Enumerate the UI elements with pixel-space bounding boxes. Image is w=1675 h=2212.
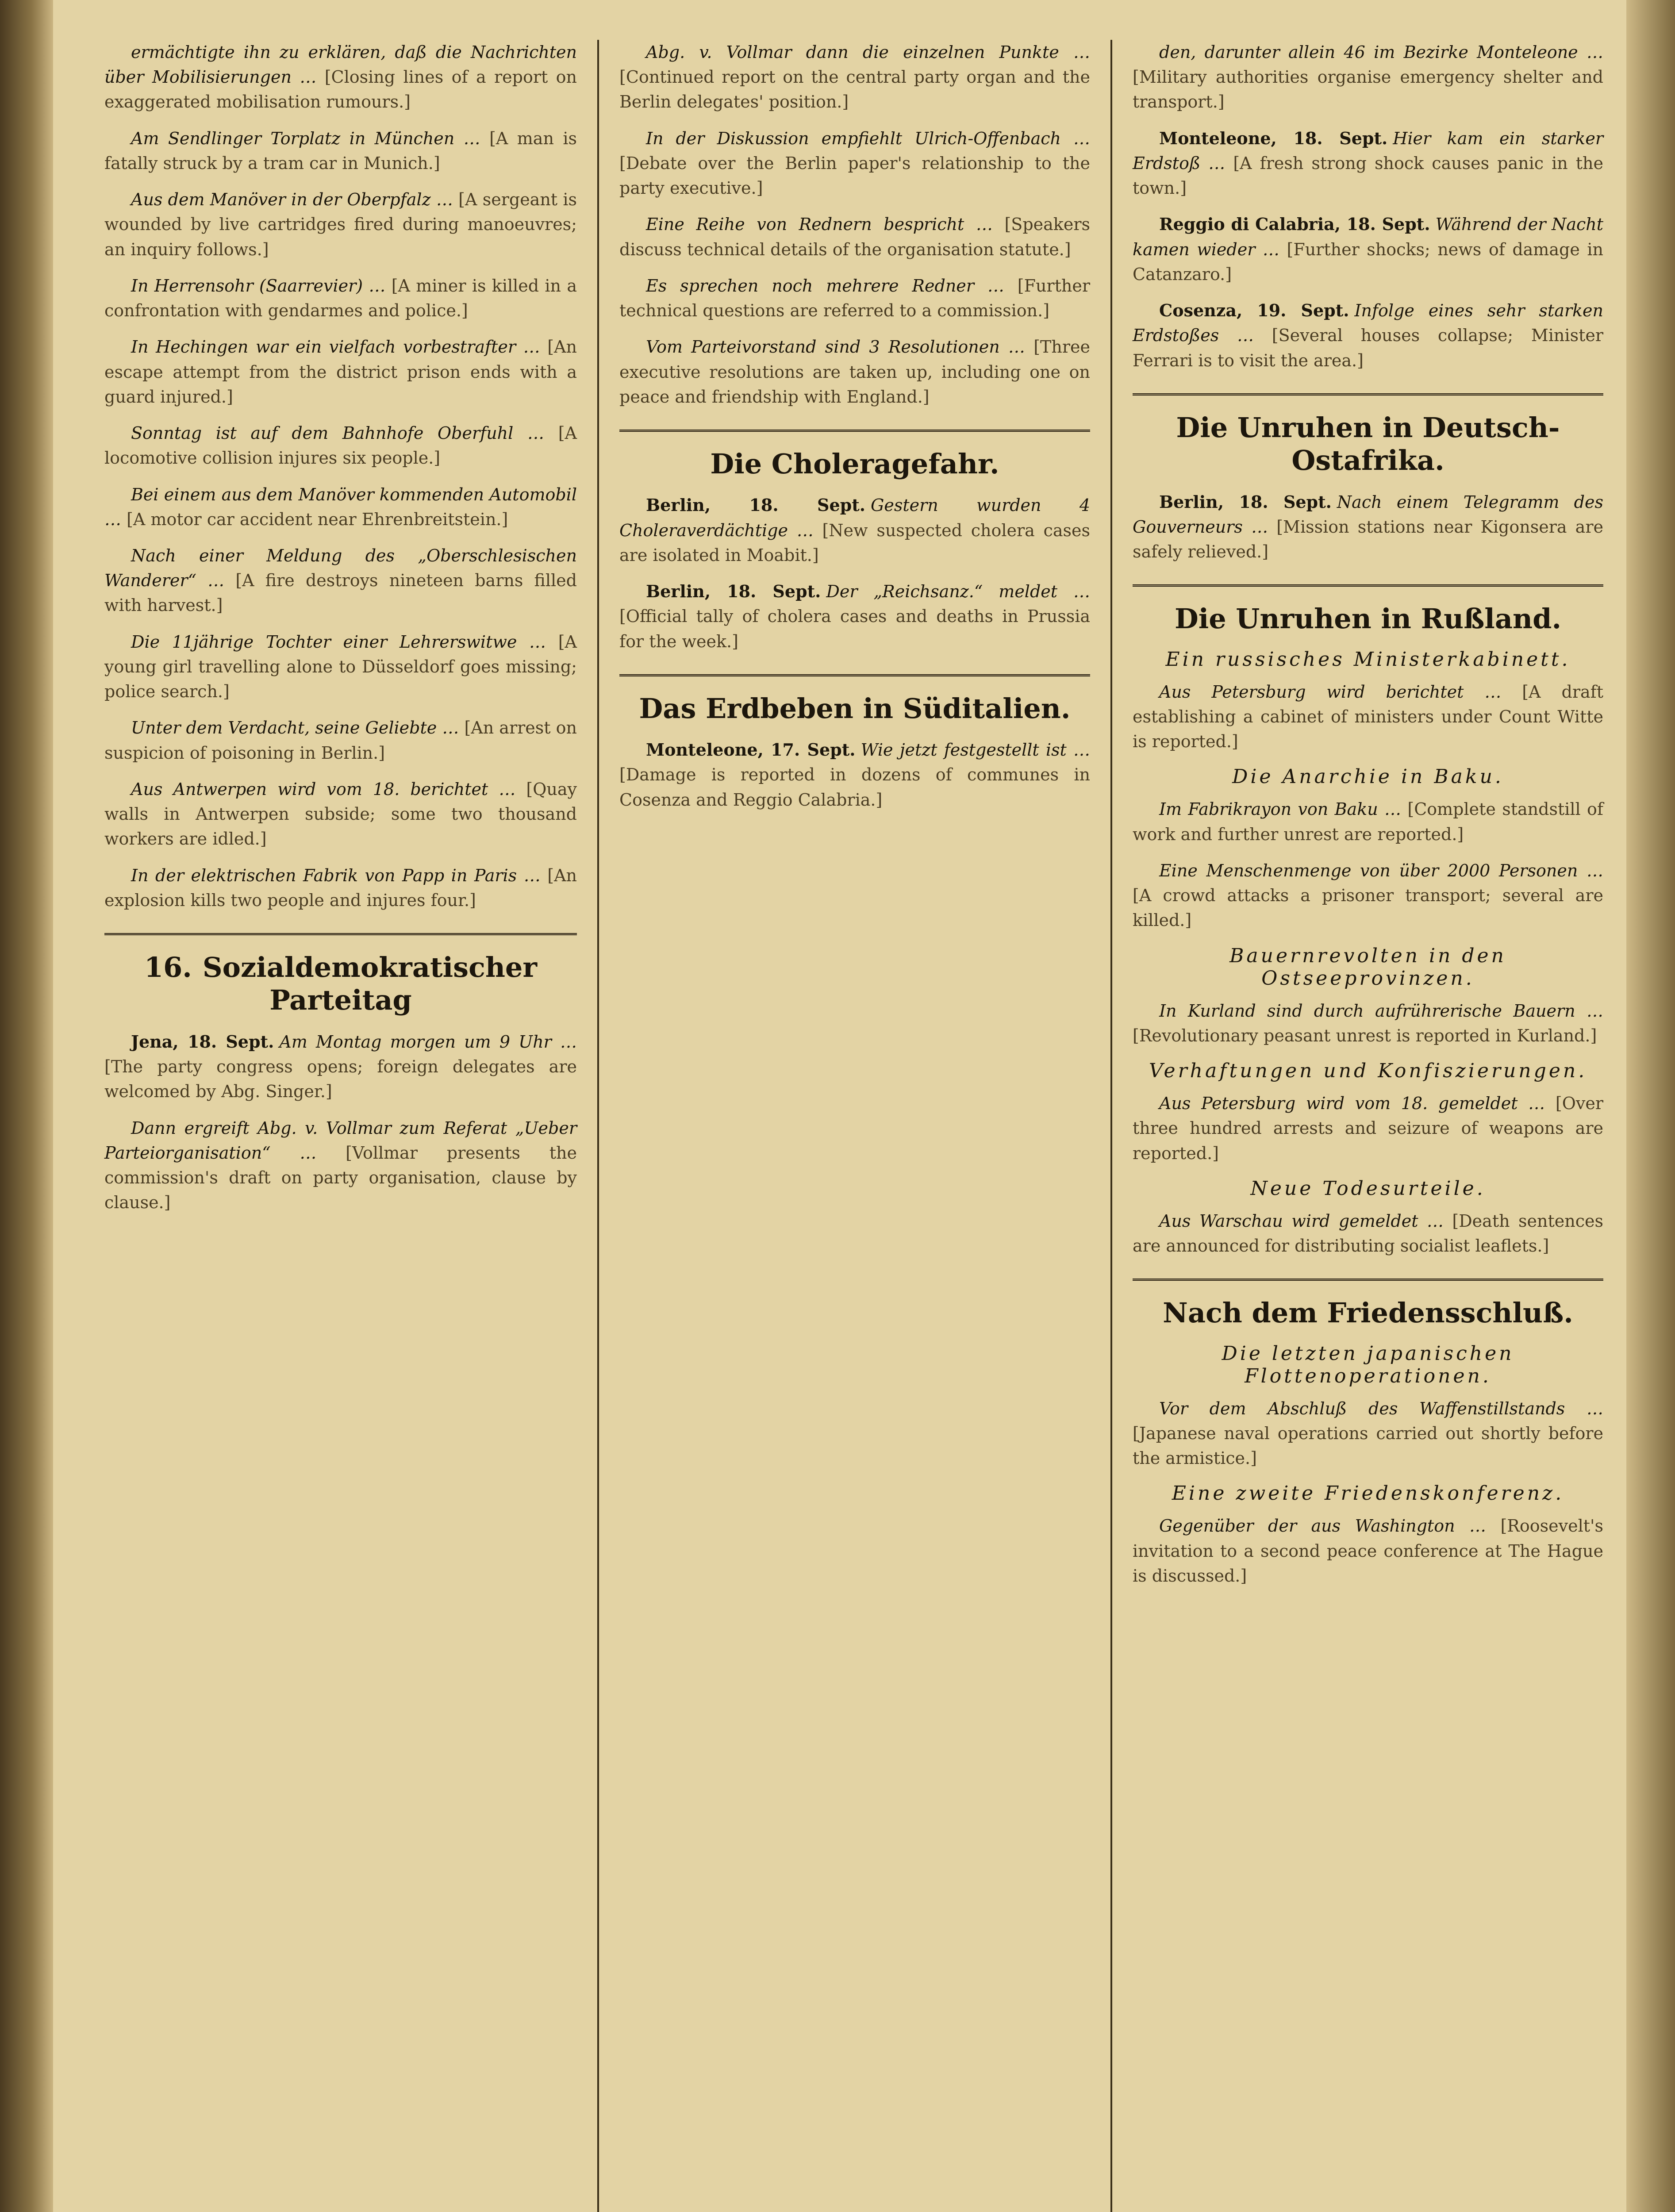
article-paragraph bbox=[1133, 298, 1603, 373]
paragraph-opening: Aus Antwerpen wird vom 18. berichtet … bbox=[131, 779, 516, 799]
newspaper-columns bbox=[84, 40, 1624, 2212]
paragraph-summary: [Japanese naval operations carried out shortly before the armistice.] bbox=[1133, 1423, 1603, 1468]
article-paragraph bbox=[1133, 680, 1603, 754]
paragraph-opening: Aus Petersburg wird berichtet … bbox=[1159, 682, 1502, 702]
section-divider bbox=[619, 430, 1090, 432]
paragraph-summary: [Damage is reported in dozens of communes in Cosenza and Reggio Calabria.] bbox=[619, 765, 1090, 810]
article-paragraph bbox=[619, 579, 1090, 654]
parteitag-paragraphs bbox=[104, 1029, 577, 1215]
paragraph-summary: [A man is fatally struck by a tram car in Munich.] bbox=[104, 128, 577, 173]
article-paragraph bbox=[104, 421, 577, 470]
paragraph-opening: Sonntag ist auf dem Bahnhofe Oberfuhl … bbox=[131, 423, 544, 443]
subheading-friedenskonferenz: Eine zweite Friedenskonferenz. bbox=[1172, 1482, 1564, 1505]
paragraph-opening: Vor dem Abschluß des Waffenstillstands … bbox=[1159, 1398, 1603, 1418]
subheading-verhaftungen: Verhaftungen und Konfiszierungen. bbox=[1149, 1060, 1587, 1083]
paragraph-opening: In Hechingen war ein vielfach vorbestrafter … bbox=[131, 337, 540, 357]
paragraph-opening: Infolge eines sehr starken Erdstoßes … bbox=[1133, 301, 1603, 346]
paragraph-summary: [New suspected cholera cases are isolated in Moabit.] bbox=[619, 520, 1090, 565]
section-divider bbox=[1133, 1279, 1603, 1281]
page-edge bbox=[1626, 0, 1675, 2212]
paragraph-summary: [A fire destroys nineteen barns filled with harvest.] bbox=[104, 571, 577, 615]
book-binding bbox=[0, 0, 53, 2212]
article-paragraph bbox=[1133, 998, 1603, 1048]
paragraph-summary: [Three executive resolutions are taken up, including one on peace and friendship with England.] bbox=[619, 337, 1090, 407]
column-1 bbox=[84, 40, 597, 2212]
article-paragraph bbox=[619, 737, 1090, 812]
article-paragraph bbox=[619, 334, 1090, 409]
paragraph-opening: Die 11jährige Tochter einer Lehrerswitwe … bbox=[131, 632, 546, 652]
paragraph-summary: [Debate over the Berlin paper's relationship to the party executive.] bbox=[619, 153, 1090, 198]
article-paragraph bbox=[104, 543, 577, 618]
section-title: Sozialdemokratischer Parteitag bbox=[202, 951, 538, 1017]
paragraph-opening: den, darunter allein 46 im Bezirke Monteleone … bbox=[1159, 42, 1603, 62]
paragraph-summary: [Further technical questions are referred to a commission.] bbox=[619, 276, 1090, 321]
paragraph-summary: [Further shocks; news of damage in Catanzaro.] bbox=[1133, 239, 1603, 284]
paragraph-summary: [Over three hundred arrests and seizure of weapons are reported.] bbox=[1133, 1094, 1603, 1163]
paragraph-opening: Am Sendlinger Torplatz in München … bbox=[131, 128, 480, 148]
paragraph-opening: Aus dem Manöver in der Oberpfalz … bbox=[131, 190, 453, 210]
section-divider bbox=[1133, 393, 1603, 396]
article-paragraph bbox=[1133, 126, 1603, 201]
dateline: Berlin, 18. Sept. bbox=[646, 495, 866, 515]
russland-paragraphs-3 bbox=[1133, 998, 1603, 1048]
paragraph-opening: Gestern wurden 4 Choleraverdächtige … bbox=[619, 495, 1090, 540]
paragraph-opening: ermächtigte ihn zu erklären, daß die Nachrichten über Mobilisierungen … bbox=[104, 42, 577, 87]
paragraph-opening: Aus Warschau wird gemeldet … bbox=[1159, 1211, 1444, 1231]
paragraph-summary: [Mission stations near Kigonsera are safely relieved.] bbox=[1133, 517, 1603, 562]
article-paragraph bbox=[1133, 1396, 1603, 1471]
paragraph-summary: [A young girl travelling alone to Düsseldorf goes missing; police search.] bbox=[104, 632, 577, 702]
paragraph-opening: Am Montag morgen um 9 Uhr … bbox=[279, 1032, 577, 1052]
article-paragraph bbox=[1133, 490, 1603, 565]
section-divider bbox=[1133, 584, 1603, 587]
section-heading-ostafrika: Die Unruhen in Deutsch-Ostafrika. bbox=[1176, 411, 1560, 477]
article-paragraph bbox=[1133, 858, 1603, 933]
paragraph-opening: Vom Parteivorstand sind 3 Resolutionen … bbox=[646, 337, 1025, 357]
article-paragraph bbox=[104, 777, 577, 852]
paragraph-opening: In der elektrischen Fabrik von Papp in Paris … bbox=[131, 865, 541, 885]
column-1-paragraphs bbox=[104, 40, 577, 913]
article-paragraph bbox=[1133, 1091, 1603, 1166]
article-paragraph bbox=[104, 630, 577, 704]
russland-paragraphs-5 bbox=[1133, 1209, 1603, 1258]
subheading-flottenoperationen: Die letzten japanischen Flottenoperationen. bbox=[1222, 1342, 1514, 1387]
paragraph-summary: [A miner is killed in a confrontation with gendarmes and police.] bbox=[104, 276, 577, 321]
paragraph-summary: [The party congress opens; foreign delegates are welcomed by Abg. Singer.] bbox=[104, 1057, 577, 1102]
paragraph-opening: Abg. v. Vollmar dann die einzelnen Punkte … bbox=[646, 42, 1090, 62]
paragraph-opening: Nach einer Meldung des „Oberschlesischen Wanderer“ … bbox=[104, 545, 577, 591]
article-paragraph bbox=[619, 493, 1090, 568]
russland-paragraphs-2 bbox=[1133, 797, 1603, 933]
paragraph-summary: [An escape attempt from the district prison ends with a guard injured.] bbox=[104, 337, 577, 407]
dateline: Jena, 18. Sept. bbox=[131, 1031, 274, 1052]
cholera-paragraphs bbox=[619, 493, 1090, 653]
article-paragraph bbox=[1133, 1513, 1603, 1588]
article-paragraph bbox=[104, 187, 577, 262]
ostafrika-paragraphs bbox=[1133, 490, 1603, 565]
article-paragraph bbox=[619, 212, 1090, 261]
paragraph-opening: Eine Menschenmenge von über 2000 Personen … bbox=[1159, 860, 1603, 880]
paragraph-opening: Aus Petersburg wird vom 18. gemeldet … bbox=[1159, 1094, 1545, 1114]
paragraph-summary: [Complete standstill of work and further unrest are reported.] bbox=[1133, 799, 1603, 844]
column-3-paragraphs bbox=[1133, 40, 1603, 373]
dateline: Reggio di Calabria, 18. Sept. bbox=[1159, 214, 1430, 234]
paragraph-summary: [Continued report on the central party organ and the Berlin delegates' position.] bbox=[619, 67, 1090, 112]
section-heading-friedensschluss: Nach dem Friedensschluß. bbox=[1163, 1297, 1573, 1329]
paragraph-summary: [Closing lines of a report on exaggerated mobilisation rumours.] bbox=[104, 67, 577, 112]
paragraph-summary: [Several houses collapse; Minister Ferrari is to visit the area.] bbox=[1133, 326, 1603, 370]
paragraph-summary: [A motor car accident near Ehrenbreitstein.] bbox=[127, 509, 508, 529]
paragraph-opening: In der Diskussion empfiehlt Ulrich-Offenbach … bbox=[646, 128, 1090, 148]
article-paragraph bbox=[104, 334, 577, 409]
frieden-paragraphs-1 bbox=[1133, 1396, 1603, 1471]
section-number: 16. bbox=[144, 951, 192, 984]
paragraph-summary: [A fresh strong shock causes panic in the town.] bbox=[1133, 153, 1603, 198]
paragraph-summary: [An arrest on suspicion of poisoning in Berlin.] bbox=[104, 718, 577, 763]
paragraph-summary: [Revolutionary peasant unrest is reported in Kurland.] bbox=[1133, 1025, 1597, 1045]
article-paragraph bbox=[1133, 212, 1603, 287]
article-paragraph bbox=[104, 40, 577, 115]
paragraph-summary: [Speakers discuss technical details of the organisation statute.] bbox=[619, 215, 1090, 259]
section-divider bbox=[619, 674, 1090, 676]
russland-paragraphs-1 bbox=[1133, 680, 1603, 754]
paragraph-opening: Der „Reichsanz.“ meldet … bbox=[826, 582, 1091, 602]
paragraph-opening: Dann ergreift Abg. v. Vollmar zum Referat „Ueber Parteiorganisation“ … bbox=[104, 1118, 577, 1163]
article-paragraph bbox=[104, 863, 577, 913]
paragraph-opening: In Herrensohr (Saarrevier) … bbox=[131, 276, 386, 296]
column-2-paragraphs bbox=[619, 40, 1090, 409]
paragraph-summary: [Official tally of cholera cases and deaths in Prussia for the week.] bbox=[619, 607, 1090, 651]
paragraph-summary: [Quay walls in Antwerpen subside; some two thousand workers are idled.] bbox=[104, 779, 577, 849]
section-divider bbox=[104, 933, 577, 935]
paragraph-opening: Bei einem aus dem Manöver kommenden Automobil … bbox=[104, 484, 577, 529]
article-paragraph bbox=[1133, 797, 1603, 846]
russland-paragraphs-4 bbox=[1133, 1091, 1603, 1166]
paragraph-opening: Es sprechen noch mehrere Redner … bbox=[646, 276, 1004, 296]
subheading-ministerkabinett: Ein russisches Ministerkabinett. bbox=[1165, 648, 1571, 671]
section-heading-parteitag bbox=[104, 951, 577, 1017]
article-paragraph bbox=[104, 273, 577, 323]
section-heading-russland: Die Unruhen in Rußland. bbox=[1174, 603, 1562, 635]
paragraph-summary: [A draft establishing a cabinet of ministers under Count Witte is reported.] bbox=[1133, 682, 1603, 752]
paragraph-summary: [A sergeant is wounded by live cartridges fired during manoeuvres; an inquiry follows.] bbox=[104, 190, 577, 259]
dateline: Monteleone, 18. Sept. bbox=[1159, 128, 1388, 148]
dateline: Berlin, 18. Sept. bbox=[1159, 492, 1332, 512]
frieden-paragraphs-2 bbox=[1133, 1513, 1603, 1588]
paragraph-opening: Unter dem Verdacht, seine Geliebte … bbox=[131, 718, 459, 738]
paragraph-summary: [Vollmar presents the commission's draft on party organisation, clause by clause.] bbox=[104, 1143, 577, 1213]
subheading-bauernrevolten: Bauernrevolten in den Ostseeprovinzen. bbox=[1229, 944, 1506, 990]
subheading-todesurteile: Neue Todesurteile. bbox=[1250, 1177, 1486, 1200]
paragraph-opening: Hier kam ein starker Erdstoß … bbox=[1133, 128, 1603, 173]
paragraph-summary: [Military authorities organise emergency shelter and transport.] bbox=[1133, 67, 1603, 112]
paragraph-summary: [Death sentences are announced for distributing socialist leaflets.] bbox=[1133, 1211, 1603, 1256]
subheading-baku: Die Anarchie in Baku. bbox=[1232, 765, 1504, 788]
article-paragraph bbox=[104, 482, 577, 532]
section-heading-cholera: Die Choleragefahr. bbox=[710, 448, 999, 480]
article-paragraph bbox=[104, 126, 577, 176]
dateline: Berlin, 18. Sept. bbox=[646, 581, 821, 602]
article-paragraph bbox=[104, 1116, 577, 1215]
article-paragraph bbox=[1133, 40, 1603, 115]
paragraph-opening: In Kurland sind durch aufrührerische Bauern … bbox=[1159, 1001, 1603, 1021]
article-paragraph bbox=[104, 1029, 577, 1104]
dateline: Monteleone, 17. Sept. bbox=[646, 740, 856, 760]
article-paragraph bbox=[104, 715, 577, 765]
paragraph-opening: Gegenüber der aus Washington … bbox=[1159, 1516, 1487, 1536]
erdbeben-paragraphs bbox=[619, 737, 1090, 812]
article-paragraph bbox=[1133, 1209, 1603, 1258]
column-3 bbox=[1110, 40, 1624, 2212]
article-paragraph bbox=[619, 40, 1090, 115]
paragraph-summary: [Roosevelt's invitation to a second peace conference at The Hague is discussed.] bbox=[1133, 1516, 1603, 1586]
column-2 bbox=[597, 40, 1110, 2212]
paragraph-opening: Nach einem Telegramm des Gouverneurs … bbox=[1133, 492, 1603, 537]
article-paragraph bbox=[619, 126, 1090, 201]
paragraph-opening: Während der Nacht kamen wieder … bbox=[1133, 215, 1603, 259]
section-heading-erdbeben: Das Erdbeben in Süditalien. bbox=[639, 692, 1071, 725]
dateline: Cosenza, 19. Sept. bbox=[1159, 300, 1349, 321]
paragraph-summary: [An explosion kills two people and injures four.] bbox=[104, 865, 577, 910]
paragraph-summary: [A locomotive collision injures six people.] bbox=[104, 423, 577, 468]
paragraph-opening: Im Fabrikrayon von Baku … bbox=[1159, 799, 1402, 819]
paragraph-summary: [A crowd attacks a prisoner transport; several are killed.] bbox=[1133, 886, 1603, 930]
paragraph-opening: Eine Reihe von Rednern bespricht … bbox=[646, 215, 993, 234]
paragraph-opening: Wie jetzt festgestellt ist … bbox=[861, 740, 1090, 760]
article-paragraph bbox=[619, 273, 1090, 323]
